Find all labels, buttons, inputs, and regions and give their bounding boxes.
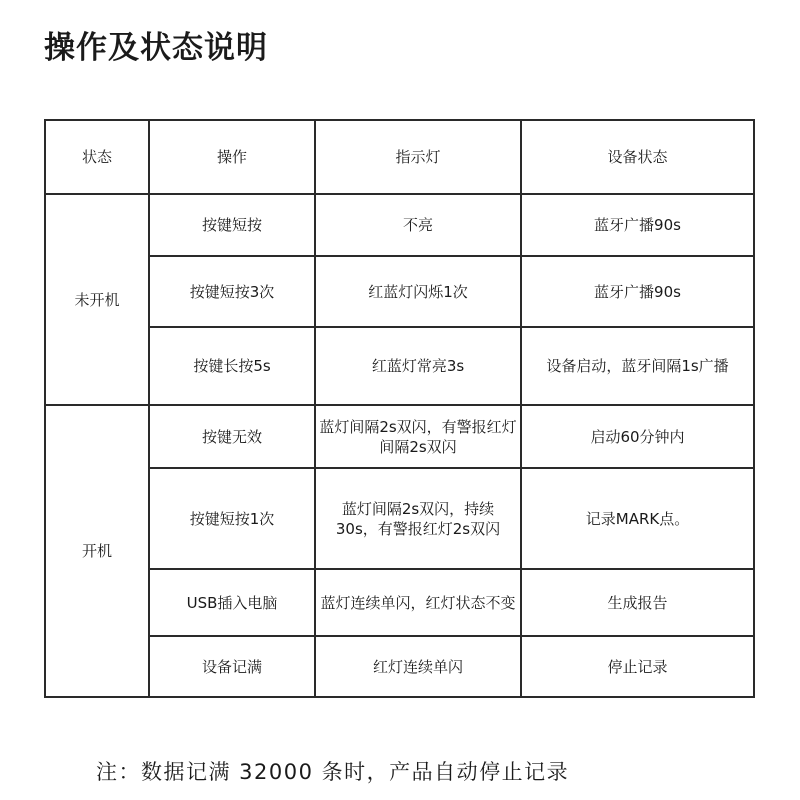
operation-cell: 设备记满: [149, 636, 315, 697]
indicator-cell: 红蓝灯常亮3s: [315, 327, 521, 405]
indicator-cell: 红蓝灯闪烁1次: [315, 256, 521, 327]
table-header-row: [45, 120, 754, 194]
header-state: 状态: [45, 120, 149, 194]
header-device-status: 设备状态: [521, 120, 754, 194]
footnote: 注：数据记满 32000 条时，产品自动停止记录: [96, 760, 570, 784]
table-row: [45, 327, 754, 405]
table-row: [45, 569, 754, 636]
header-operation: 操作: [149, 120, 315, 194]
state-cell-on: 开机: [45, 405, 149, 697]
operation-cell: 按键短按: [149, 194, 315, 256]
device-status-cell: 蓝牙广播90s: [521, 194, 754, 256]
indicator-cell: 蓝灯间隔2s双闪，持续30s，有警报红灯2s双闪: [315, 468, 521, 569]
device-status-cell: 蓝牙广播90s: [521, 256, 754, 327]
indicator-cell: 蓝灯连续单闪，红灯状态不变: [315, 569, 521, 636]
indicator-cell: 红灯连续单闪: [315, 636, 521, 697]
status-table: [44, 119, 755, 698]
table-row: [45, 194, 754, 256]
indicator-cell: 蓝灯间隔2s双闪，有警报红灯间隔2s双闪: [315, 405, 521, 468]
device-status-cell: 生成报告: [521, 569, 754, 636]
header-indicator: 指示灯: [315, 120, 521, 194]
device-status-cell: 停止记录: [521, 636, 754, 697]
operation-cell: 按键长按5s: [149, 327, 315, 405]
operation-cell: 按键短按1次: [149, 468, 315, 569]
device-status-cell: 启动60分钟内: [521, 405, 754, 468]
table-row: [45, 468, 754, 569]
table-row: [45, 636, 754, 697]
operation-cell: USB插入电脑: [149, 569, 315, 636]
operation-cell: 按键短按3次: [149, 256, 315, 327]
page-title: 操作及状态说明: [44, 30, 268, 66]
table-row: [45, 256, 754, 327]
indicator-cell: 不亮: [315, 194, 521, 256]
device-status-cell: 记录MARK点。: [521, 468, 754, 569]
device-status-cell: 设备启动，蓝牙间隔1s广播: [521, 327, 754, 405]
table-row: [45, 405, 754, 468]
state-cell-off: 未开机: [45, 194, 149, 405]
operation-cell: 按键无效: [149, 405, 315, 468]
